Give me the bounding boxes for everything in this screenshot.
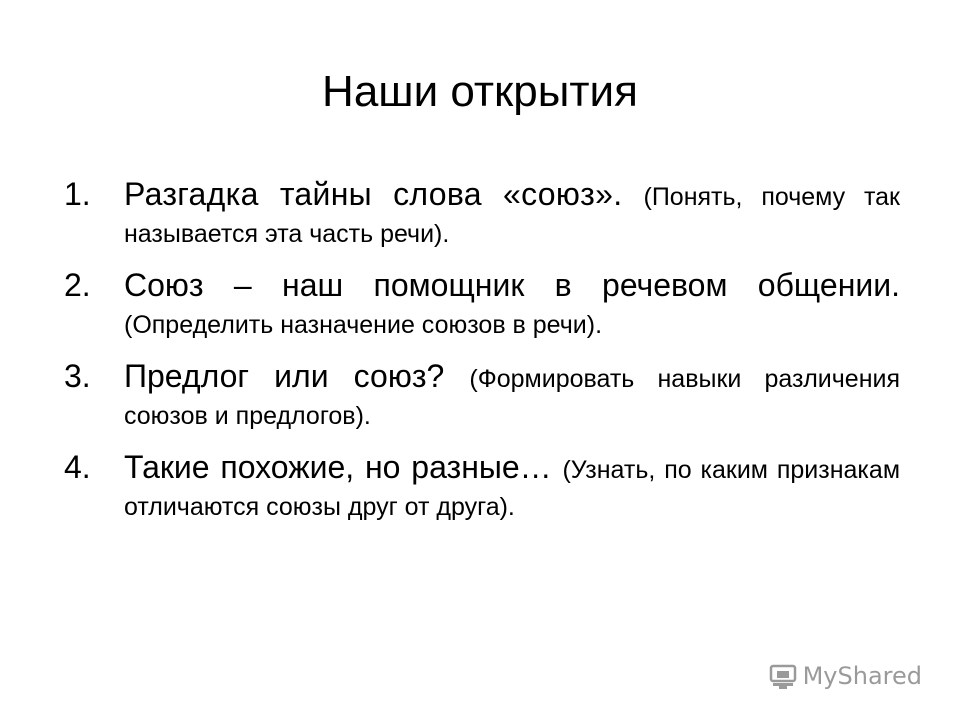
item-note: (Определить назначение союзов в речи).	[124, 311, 603, 339]
item-heading: Союз – наш помощник в речевом общении.	[124, 267, 900, 303]
watermark-text: MyShared	[802, 662, 922, 690]
item-heading: Разгадка тайны слова «союз».	[124, 176, 644, 212]
list-item	[64, 354, 900, 434]
mysharing-logo-icon	[768, 662, 798, 690]
item-number: 1.	[64, 176, 91, 212]
item-heading: Такие похожие, но разные…	[124, 449, 563, 485]
list-item	[64, 445, 900, 525]
item-note: (Узнать, по каким признакам отличаются союзы друг от друга).	[124, 456, 901, 521]
item-number: 4.	[64, 449, 91, 485]
list-item	[64, 172, 900, 252]
discoveries-list	[64, 172, 900, 536]
slide-title: Наши открытия	[322, 67, 638, 116]
watermark	[768, 662, 922, 690]
item-heading: Предлог или союз?	[124, 358, 470, 394]
item-number: 2.	[64, 267, 91, 303]
list-item	[64, 263, 900, 343]
item-note: (Понять, почему так называется эта часть речи).	[124, 183, 900, 248]
item-number: 3.	[64, 358, 91, 394]
item-note: (Формировать навыки различения союзов и предлогов).	[124, 365, 900, 430]
